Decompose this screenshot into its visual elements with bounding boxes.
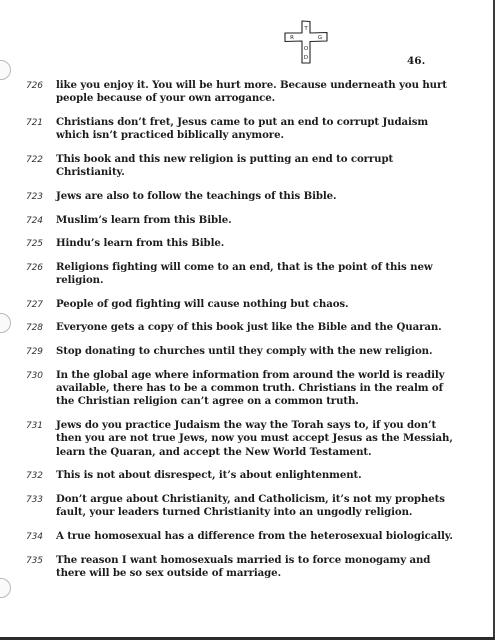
verse-text: Christians don’t fret, Jesus came to put an end to corrupt Judaism which isn’t practiced biblically anymore. [56,116,429,142]
punch-hole-top [0,60,11,80]
verse-number: 728 [26,323,43,334]
verse-text: Religions fighting will come to an end, that is the point of this new religion. [56,260,433,287]
numbered-verse-list [26,79,456,591]
cross-letter: R [290,35,294,41]
verse-entry [26,237,456,250]
verse-number: 726 [26,81,43,91]
verse-text: Don’t argue about Christianity, and Catholicism, it’s not my prophets fault, your leaders turned Christianity into an ungodly religion. [56,492,445,519]
verse-entry [26,79,456,106]
verse-entry [26,554,456,581]
verse-number: 733 [26,494,43,505]
verse-text: This book and this new religion is putting an end to corrupt Christianity. [56,153,394,179]
cross-letter: T [304,26,308,32]
verse-text: Jews do you practice Judaism the way the Torah says to, if you don’t then you are not true Jews, now you must accept Jesus as the Messiah, learn the Quaran, and accept the New World Testament. [56,418,453,458]
verse-entry [26,369,456,409]
verse-number: 723 [26,192,43,202]
verse-text: A true homosexual has a difference from the heterosexual biologically. [56,529,453,542]
verse-number: 724 [26,215,43,226]
verse-text: Everyone gets a copy of this book just like the Bible and the Quaran. [56,321,442,334]
verse-number: 726 [26,262,43,273]
verse-text: Hindu’s learn from this Bible. [56,237,225,250]
verse-entry [26,419,456,459]
verse-text: Jews are also to follow the teachings of this Bible. [56,190,337,202]
verse-entry [26,153,456,180]
verse-number: 735 [26,555,43,566]
cross-letter: D [303,55,309,61]
verse-text: Muslim’s learn from this Bible. [56,213,232,226]
verse-entry [26,493,456,520]
verse-entry [26,214,456,227]
punch-hole-bottom [0,578,11,598]
cross-letter: O [303,46,309,52]
verse-entry [26,530,456,543]
verse-entry [26,116,456,143]
verse-number: 734 [26,531,43,542]
verse-number: 721 [26,118,43,128]
verse-text: This is not about disrespect, it’s about enlightenment. [56,469,362,482]
verse-number: 730 [26,370,43,381]
verse-text: The reason I want homosexuals married is to force monogamy and there will be so sex outside of marriage. [56,553,431,579]
verse-text: In the global age where information from around the world is readily available, there has to be a common truth. Christians in the realm of the Christian religion can’t agree on a common truth. [56,368,445,408]
verse-entry [26,298,456,311]
verse-text: Stop donating to churches until they comply with the new religion. [56,344,433,357]
verse-number: 731 [26,420,43,431]
verse-number: 729 [26,346,43,357]
page-number: 46. [407,55,426,67]
cross-letter: G [317,35,323,41]
verse-number: 725 [26,239,43,250]
verse-text: People of god fighting will cause nothing but chaos. [56,297,349,310]
verse-entry [26,345,456,358]
verse-entry [26,321,456,334]
verse-number: 722 [26,155,43,165]
verse-number: 727 [26,299,43,310]
punch-hole-middle [0,313,11,333]
verse-text: like you enjoy it. You will be hurt more. Because underneath you hurt people because of your own arrogance. [56,79,447,105]
verse-entry [26,190,456,203]
verse-entry [26,469,456,482]
hand-drawn-cross-icon [283,20,329,64]
verse-number: 732 [26,471,43,482]
verse-entry [26,261,456,288]
